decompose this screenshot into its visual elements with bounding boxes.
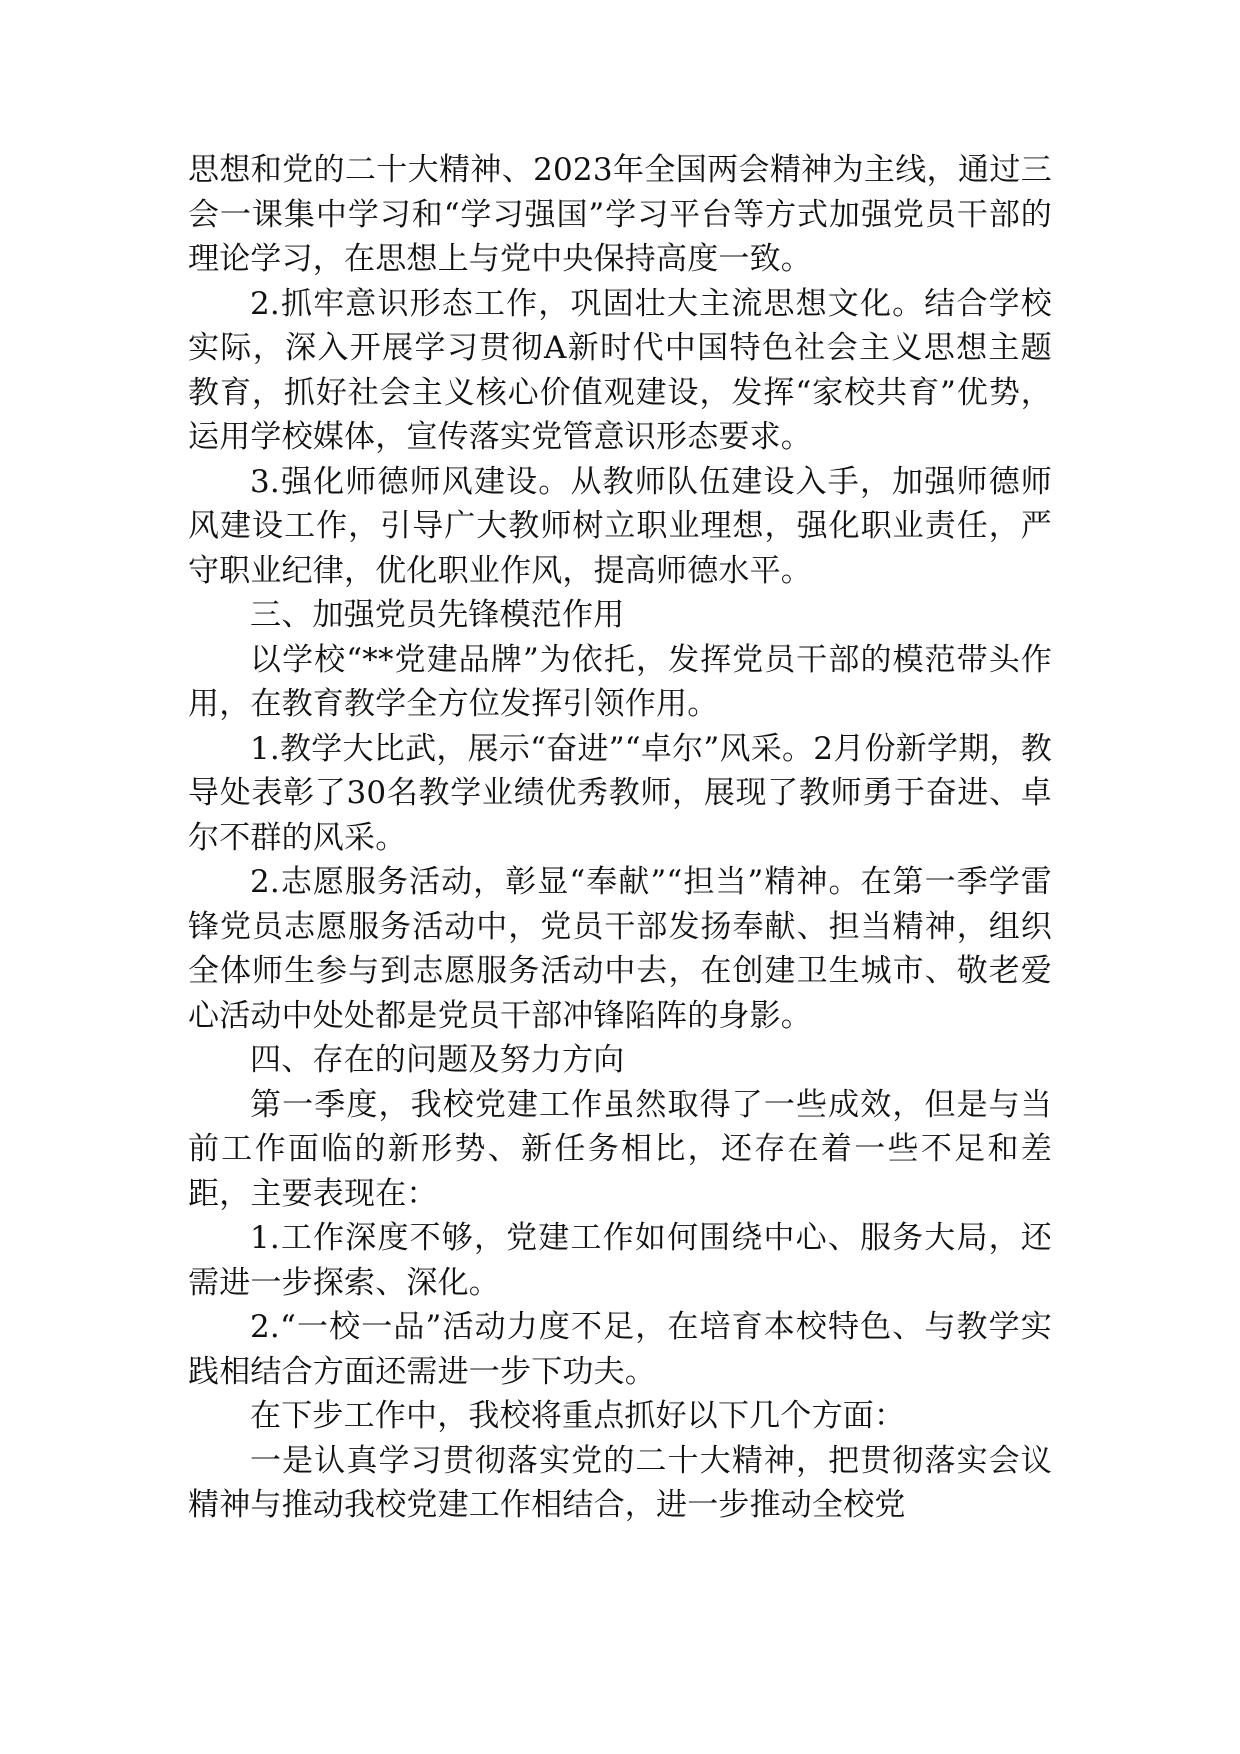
document-page — [188, 148, 1052, 1528]
paragraph-intro-continuation: 思想和党的二十大精神、2023年全国两会精神为主线，通过三会一课集中学习和“学习强国”学习平台等方式加强党员干部的理论学习，在思想上与党中央保持高度一致。 — [188, 152, 1052, 277]
paragraph-first-quarter: 第一季度，我校党建工作虽然取得了一些成效，但是与当前工作面临的新形势、新任务相比，还存在着一些不足和差距，主要表现在： — [188, 1086, 1052, 1212]
paragraph-next-steps-intro: 在下步工作中，我校将重点抓好以下几个方面： — [250, 1398, 906, 1434]
paragraph-teacher-ethics: 3.强化师德师风建设。从教师队伍建设入手，加强师德师风建设工作，引导广大教师树立职业理想，强化职业责任，严守职业纪律，优化职业作风，提高师德水平。 — [188, 463, 1052, 589]
paragraph-problem-depth: 1.工作深度不够，党建工作如何围绕中心、服务大局，还需进一步探索、深化。 — [188, 1220, 1052, 1301]
section-heading-three: 三、加强党员先锋模范作用 — [250, 597, 625, 633]
paragraph-ideology-work: 2.抓牢意识形态工作，巩固壮大主流思想文化。结合学校实际，深入开展学习贯彻A新时代中国特色社会主义思想主题教育，抓好社会主义核心价值观建设，发挥“家校共育”优势，运用学校媒体，宣传落实党管意识形态要求。 — [188, 285, 1052, 455]
paragraph-volunteer-service: 2.志愿服务活动，彰显“奉献”“担当”精神。在第一季学雷锋党员志愿服务活动中，党员干部发扬奉献、担当精神，组织全体师生参与到志愿服务活动中去，在创建卫生城市、敬老爱心活动中处处都是党员干部冲锋陷阵的身影。 — [188, 864, 1052, 1034]
paragraph-next-step-one: 一是认真学习贯彻落实党的二十大精神，把贯彻落实会议精神与推动我校党建工作相结合，进一步推动全校党 — [188, 1442, 1052, 1523]
paragraph-teaching-competition: 1.教学大比武，展示“奋进”“卓尔”风采。2月份新学期，教导处表彰了30名教学业绩优秀教师，展现了教师勇于奋进、卓尔不群的风采。 — [188, 730, 1052, 856]
paragraph-party-brand: 以学校“**党建品牌”为依托，发挥党员干部的模范带头作用，在教育教学全方位发挥引领作用。 — [188, 641, 1052, 722]
paragraph-problem-one-school: 2.“一校一品”活动力度不足，在培育本校特色、与教学实践相结合方面还需进一步下功夫。 — [188, 1309, 1052, 1390]
section-heading-four: 四、存在的问题及努力方向 — [250, 1042, 625, 1078]
